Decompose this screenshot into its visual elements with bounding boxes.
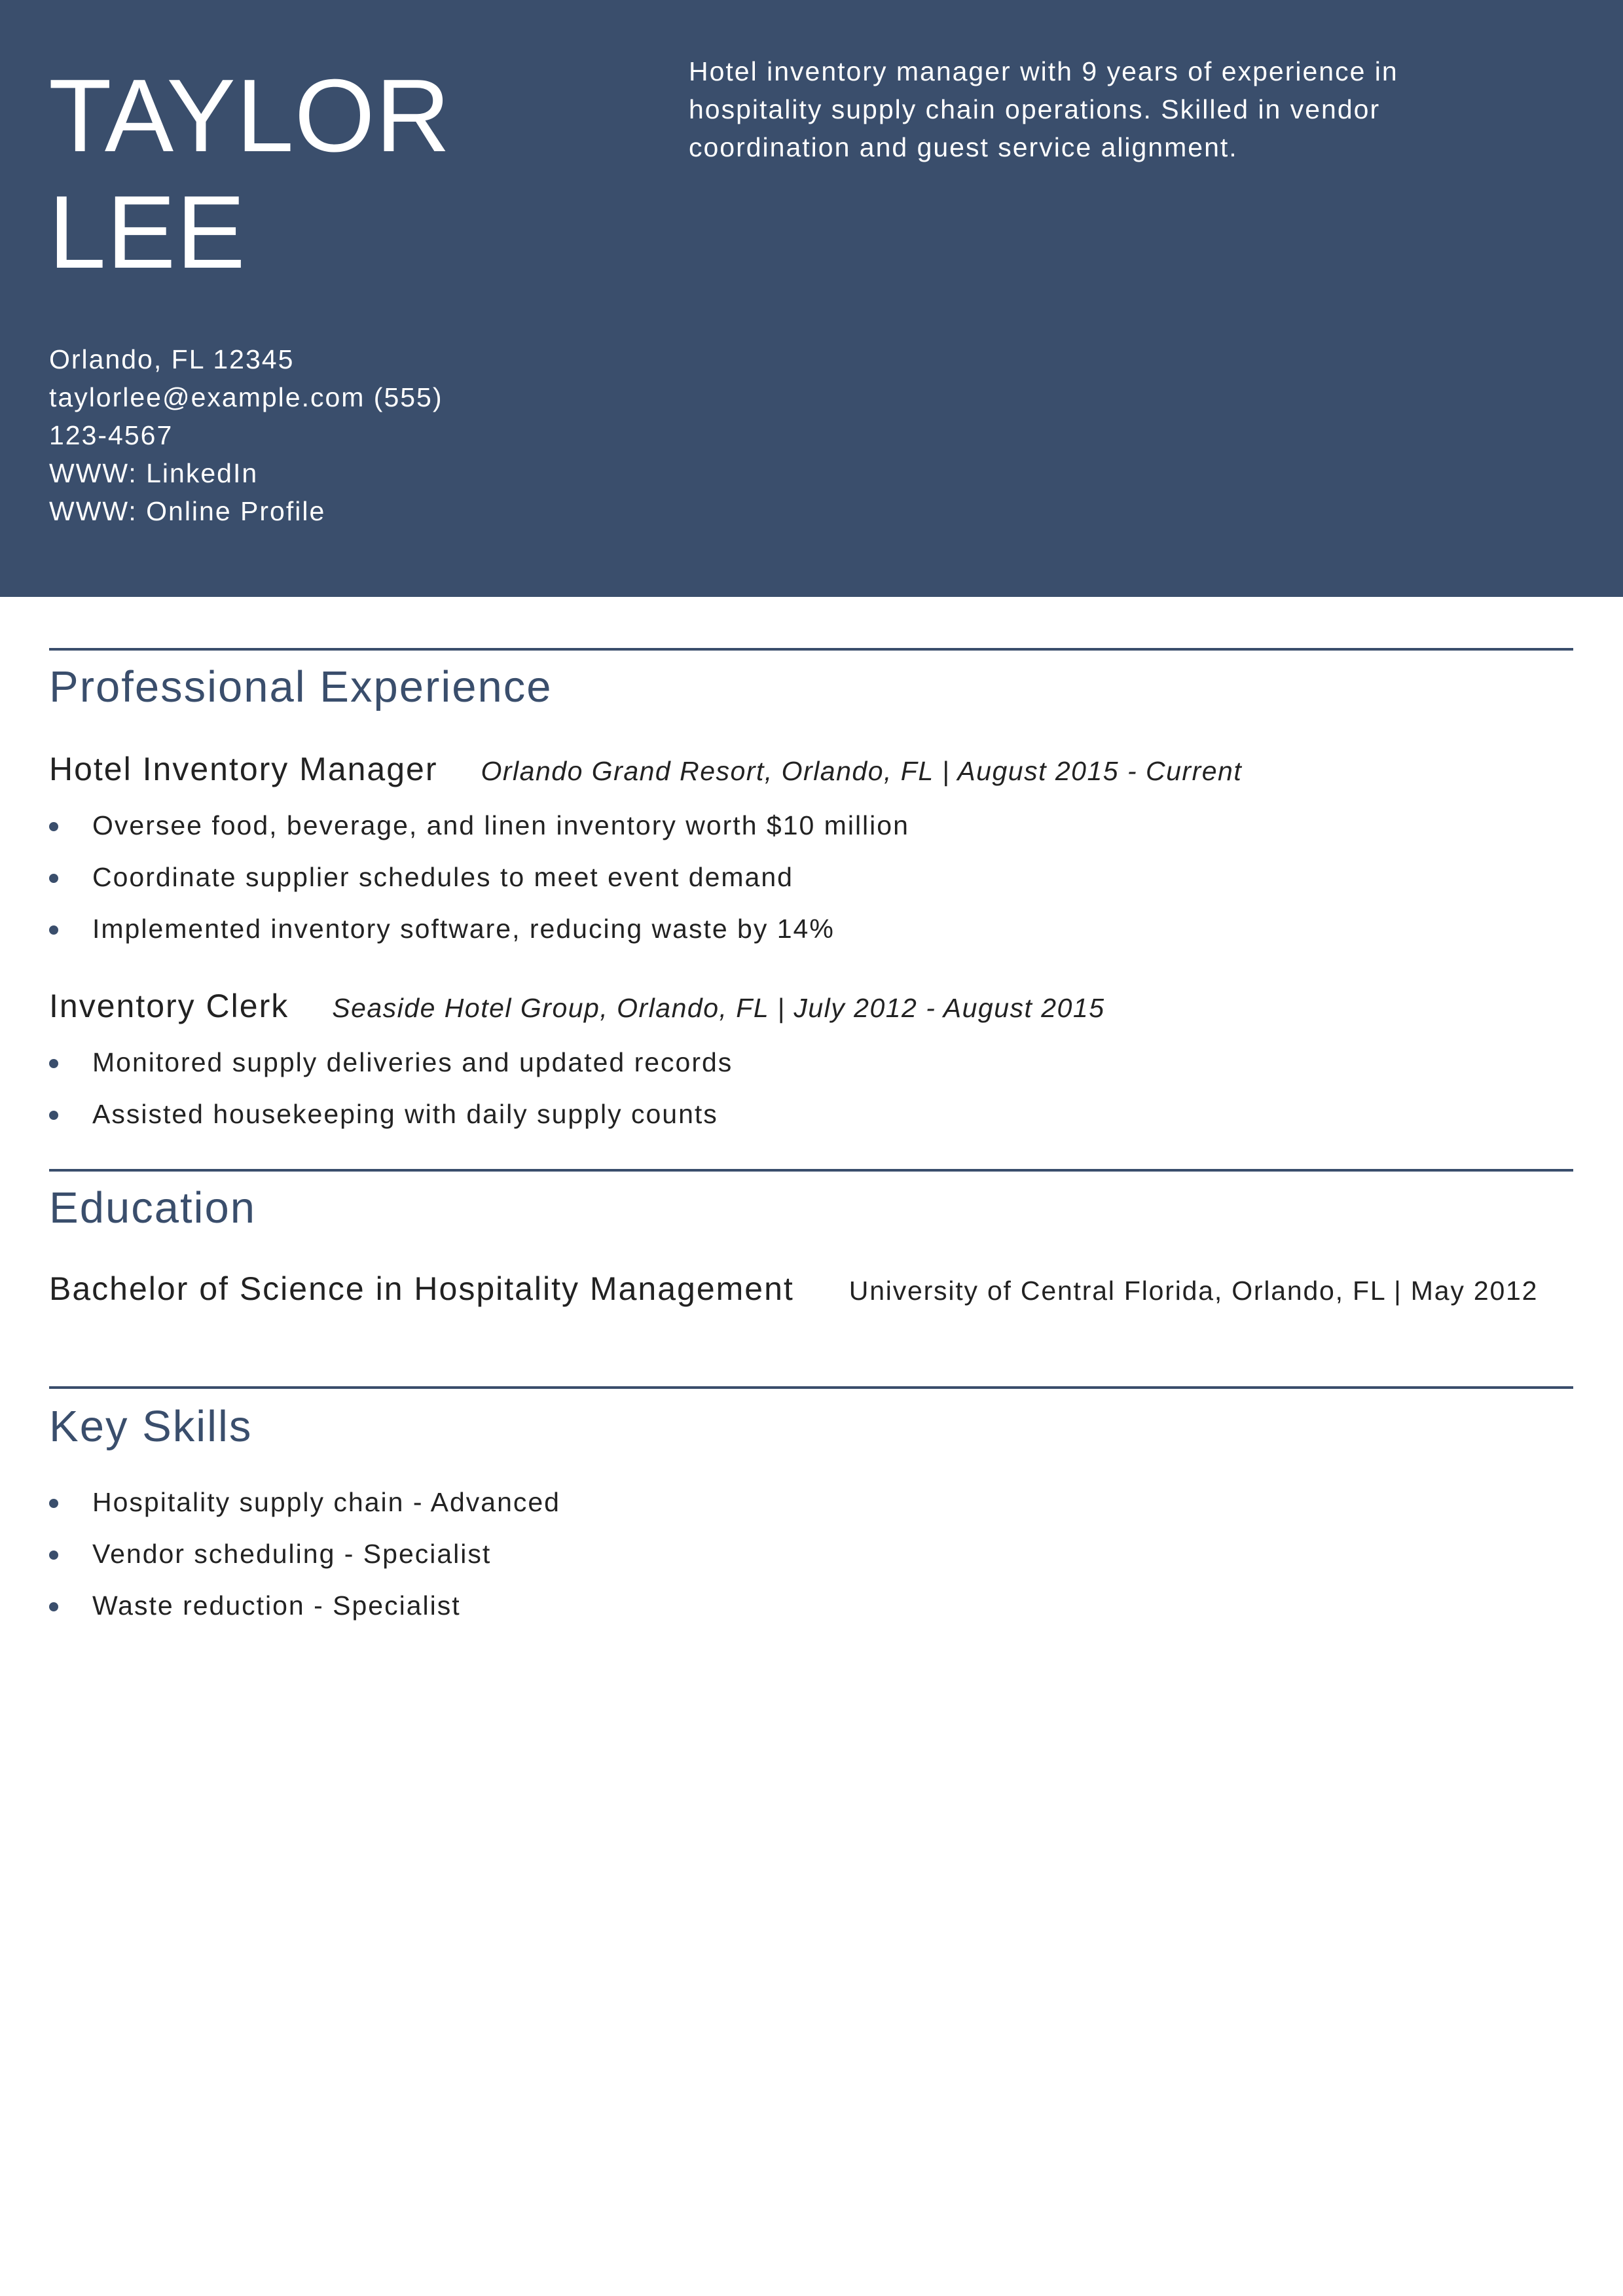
education-entry [49,1268,1575,1318]
skill-text: Hospitality supply chain - Advanced [92,1487,560,1517]
degree: Bachelor of Science in Hospitality Management [49,1270,794,1307]
bullet-icon [49,1111,58,1120]
first-name: TAYLOR [48,58,451,173]
bullet-text: Oversee food, beverage, and linen inventory worth $10 million [92,810,909,840]
skills-heading: Key Skills [49,1402,253,1451]
school: University of Central Florida, Orlando, FL | May 2012 [848,1276,1539,1306]
bullet-text: Coordinate supplier schedules to meet event demand [92,862,793,892]
list-item [49,1088,733,1140]
bullet-icon [49,925,58,935]
bullet-text: Monitored supply deliveries and updated records [92,1047,733,1077]
experience-heading: Professional Experience [49,662,553,711]
section-divider [49,648,1573,651]
list-item [49,903,909,955]
bullet-icon [49,822,58,831]
resume-header [0,0,1623,597]
contact-info [49,340,507,530]
job-title: Hotel Inventory Manager [49,751,438,787]
list-item [49,852,909,903]
job-meta [481,756,1243,786]
bullet-text: Implemented inventory software, reducing waste by 14% [92,914,835,944]
job-dates: | August 2015 - Current [933,756,1243,786]
bullet-icon [49,1059,58,1068]
bullet-icon [49,874,58,883]
skills-list [49,1477,560,1632]
job-header [49,749,1242,797]
bullet-icon [49,1551,58,1560]
phone-continued: 123-4567 [49,420,173,450]
job-bullets [49,1037,733,1140]
last-name: LEE [48,175,246,290]
job-location: , Orlando, FL [600,993,769,1023]
job-meta [332,993,1104,1023]
skill-text: Vendor scheduling - Specialist [92,1539,492,1569]
email-phone: taylorlee@example.com (555) [49,382,443,412]
education-heading: Education [49,1183,256,1232]
list-item [49,800,909,852]
employer: Orlando Grand Resort [481,756,765,786]
candidate-name [48,58,451,291]
bullet-icon [49,1499,58,1508]
list-item [49,1037,733,1088]
list-item [49,1580,560,1632]
bullet-text: Assisted housekeeping with daily supply counts [92,1099,718,1129]
skill-text: Waste reduction - Specialist [92,1590,461,1621]
job-title: Inventory Clerk [49,988,289,1024]
job-dates: | July 2012 - August 2015 [769,993,1105,1023]
section-divider [49,1386,1573,1389]
employer: Seaside Hotel Group [332,993,600,1023]
job-bullets [49,800,909,955]
professional-summary: Hotel inventory manager with 9 years of experience in hospitality supply chain operations. Skilled in vendor coordination and guest service alignment. [689,56,1398,162]
linkedin-link[interactable]: WWW: LinkedIn [49,458,259,488]
job-header [49,986,1105,1034]
online-profile-link[interactable]: WWW: Online Profile [49,496,326,526]
list-item [49,1528,560,1580]
section-divider [49,1169,1573,1172]
bullet-icon [49,1602,58,1611]
address: Orlando, FL 12345 [49,344,295,374]
list-item [49,1477,560,1528]
job-location: , Orlando, FL [764,756,934,786]
